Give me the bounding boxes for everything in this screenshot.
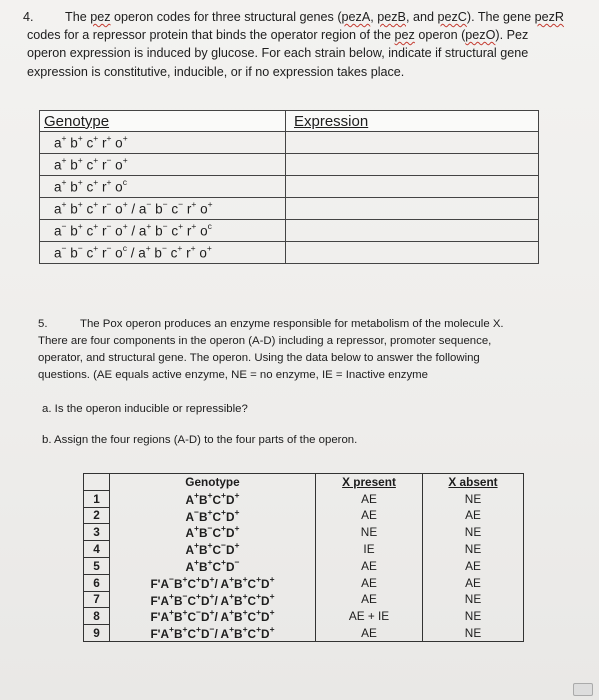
x-absent-cell: NE xyxy=(423,591,524,608)
expression-cell[interactable] xyxy=(286,176,539,198)
x-absent-cell: NE xyxy=(423,608,524,625)
genotype-cell: a+ b+ c+ r+ $o^c$ xyxy=(40,176,286,198)
table-row xyxy=(84,574,524,591)
genotype-header: Genotype xyxy=(40,111,286,132)
row-number: 8 xyxy=(84,608,110,625)
pox-operon-table-wrap xyxy=(83,473,524,642)
question-4-line-4: expression is constitutive, inducible, or if no expression takes place. xyxy=(27,64,405,79)
table-row xyxy=(84,608,524,625)
table-row xyxy=(84,541,524,558)
genotype-cell: a+ b+ c+ r+ o+ xyxy=(40,132,286,154)
row-number: 6 xyxy=(84,574,110,591)
genotype-cell: A+B+C+D− xyxy=(110,557,316,574)
x-present-cell: NE xyxy=(316,524,423,541)
x-absent-cell: NE xyxy=(423,490,524,507)
expression-cell[interactable] xyxy=(286,220,539,242)
question-5-line-1: The Pox operon produces an enzyme responsible for metabolism of the molecule X. xyxy=(80,318,504,330)
question-5-line-3: operator, and structural gene. The operon. Using the data below to answer the following xyxy=(38,352,480,364)
question-4 xyxy=(23,8,587,81)
question-number: 4. xyxy=(23,10,34,24)
table-row xyxy=(84,490,524,507)
x-present-header: X present xyxy=(316,474,423,491)
genotype-cell: a+ b+ c+ r− o+ xyxy=(40,154,286,176)
genotype-cell: F'A+B+C+D−/ A+B+C+D+ xyxy=(110,625,316,642)
genotype-cell: A−B+C+D+ xyxy=(110,507,316,524)
genotype-cell: a+ b+ c+ r− o+ / a− b− c− r+ o+ xyxy=(40,198,286,220)
question-4-line-2: codes for a repressor protein that binds the operator region of the pez operon (pezO). Pez xyxy=(27,28,529,43)
expression-cell[interactable] xyxy=(286,242,539,264)
x-absent-cell: AE xyxy=(423,574,524,591)
x-absent-cell: AE xyxy=(423,557,524,574)
question-number: 5. xyxy=(38,318,48,330)
expand-icon xyxy=(573,683,593,696)
row-number: 5 xyxy=(84,557,110,574)
genotype-cell: A+B+C+D+ xyxy=(110,490,316,507)
genotype-expression-table xyxy=(39,110,539,264)
expression-cell[interactable] xyxy=(286,154,539,176)
x-present-cell: AE xyxy=(316,490,423,507)
row-number: 2 xyxy=(84,507,110,524)
genotype-cell: A+B−C+D+ xyxy=(110,524,316,541)
question-4-line-3: operon expression is induced by glucose. For each strain below, indicate if structural gene xyxy=(27,46,529,61)
x-present-cell: AE xyxy=(316,557,423,574)
genotype-cell: F'A−B+C+D+/ A+B+C+D+ xyxy=(110,574,316,591)
question-5-line-4: questions. (AE equals active enzyme, NE = no enzyme, IE = Inactive enzyme xyxy=(38,369,429,381)
genotype-cell: a− b− c+ r− $o^c / a^+$ b− c+ r+ o+ xyxy=(40,242,286,264)
genotype-cell: F'A+B−C+D+/ A+B+C+D+ xyxy=(110,591,316,608)
question-5 xyxy=(38,316,568,384)
row-number: 4 xyxy=(84,541,110,558)
question-5-line-2: There are four components in the operon (A-D) including a repressor, promoter sequence, xyxy=(38,335,492,347)
x-absent-cell: NE xyxy=(423,541,524,558)
x-absent-cell: NE xyxy=(423,625,524,642)
x-present-cell: AE + IE xyxy=(316,608,423,625)
x-present-cell: AE xyxy=(316,591,423,608)
expression-header: Expression xyxy=(286,111,539,132)
row-number: 9 xyxy=(84,625,110,642)
x-present-cell: AE xyxy=(316,625,423,642)
table-row xyxy=(84,591,524,608)
question-5a: a. Is the operon inducible or repressible? xyxy=(42,403,248,415)
table-row xyxy=(84,507,524,524)
x-absent-cell: NE xyxy=(423,524,524,541)
table-row xyxy=(84,524,524,541)
question-5b: b. Assign the four regions (A-D) to the four parts of the operon. xyxy=(42,434,358,446)
row-number: 3 xyxy=(84,524,110,541)
x-present-cell: AE xyxy=(316,574,423,591)
table-row xyxy=(84,625,524,642)
row-number: 7 xyxy=(84,591,110,608)
genotype-cell: A+B+C−D+ xyxy=(110,541,316,558)
expression-cell[interactable] xyxy=(286,132,539,154)
expression-cell[interactable] xyxy=(286,198,539,220)
row-number-header xyxy=(84,474,110,491)
question-4-line-1: The pez operon codes for three structural genes (pezA, pezB, and pezC). The gene pezR xyxy=(65,10,564,24)
genotype-header: Genotype xyxy=(110,474,316,491)
table-row xyxy=(84,557,524,574)
genotype-cell: F'A+B+C−D+/ A+B+C+D+ xyxy=(110,608,316,625)
row-number: 1 xyxy=(84,490,110,507)
x-absent-cell: AE xyxy=(423,507,524,524)
x-present-cell: IE xyxy=(316,541,423,558)
pox-operon-table xyxy=(83,473,524,642)
genotype-cell: a− b+ c+ r− o+ / a+ b− c+ r+ $o^c$ xyxy=(40,220,286,242)
x-absent-header: X absent xyxy=(423,474,524,491)
x-present-cell: AE xyxy=(316,507,423,524)
